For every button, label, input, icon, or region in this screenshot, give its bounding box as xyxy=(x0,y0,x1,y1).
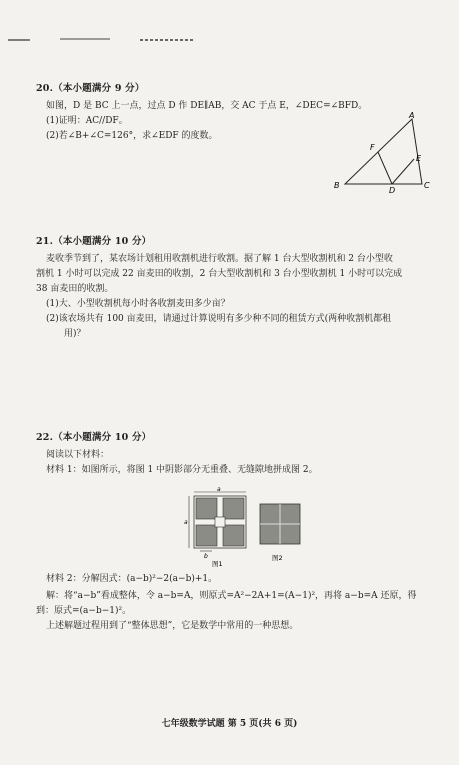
q20-stem: 如图，D 是 BC 上一点，过点 D 作 DE∥AB，交 AC 于点 E，∠DEC=∠BFD。 xyxy=(46,101,368,111)
q20-part1: (1)证明：AC//DF。 xyxy=(46,116,128,126)
segment-fd xyxy=(378,152,392,184)
segment-de xyxy=(392,159,414,184)
label-c: C xyxy=(424,181,430,190)
figure-2 xyxy=(260,504,300,562)
q20-triangle-figure xyxy=(330,112,432,194)
question-22 xyxy=(36,429,436,478)
label-b: B xyxy=(334,181,340,190)
q21-part2a: (2)该农场共有 100 亩麦田，请通过计算说明有多少种不同的租赁方式(两种收割机都租 xyxy=(46,314,392,324)
fig1-label-b: b xyxy=(204,553,208,560)
label-d: D xyxy=(389,186,396,195)
label-f: F xyxy=(370,143,375,152)
q21-line-2: 割机 1 小时可以完成 22 亩麦田的收割，2 台大型收割机和 3 台小型收割机 1 小时可以完成 xyxy=(36,269,403,279)
fig1-label-a-top: a xyxy=(217,486,221,493)
q22-figures xyxy=(186,488,306,568)
label-e: E xyxy=(416,154,422,163)
question-21 xyxy=(36,233,436,342)
q22-solution-1: 解：将“a−b”看成整体，令 a−b=A，则原式=A²−2A+1=(A−1)²，再将 a−b=A 还原，得 xyxy=(46,591,417,601)
label-a: A xyxy=(409,111,415,120)
q22-summary: 上述解题过程用到了“整体思想”，它是数学中常用的一种思想。 xyxy=(46,621,299,631)
q22-material2: 材料 2：分解因式：(a−b)²−2(a−b)+1。 xyxy=(46,574,218,584)
q20-part2: (2)若∠B+∠C=126°，求∠EDF 的度数。 xyxy=(46,131,218,141)
fig2-caption: 图2 xyxy=(272,554,283,562)
triangle-abc xyxy=(345,119,422,184)
q22-title: 22.（本小题满分 10 分） xyxy=(36,432,152,443)
figure-1 xyxy=(184,486,246,568)
fig1-caption: 图1 xyxy=(212,560,223,568)
q21-line-1: 麦收季节到了，某农场计划租用收割机进行收割。据了解 1 台大型收割机和 2 台小型收 xyxy=(46,254,393,264)
q20-title: 20.（本小题满分 9 分） xyxy=(36,83,145,94)
q22-solution-2: 到：原式=(a−b−1)²。 xyxy=(36,606,132,616)
q21-title: 21.（本小题满分 10 分） xyxy=(36,236,152,247)
question-22-cont xyxy=(36,572,436,634)
page-footer: 七年级数学试题 第 5 页(共 6 页) xyxy=(161,719,298,729)
q21-part2b: 用)？ xyxy=(64,329,86,339)
top-edge-marks xyxy=(0,36,200,46)
fig1-label-a-left: a xyxy=(184,519,188,526)
q21-line-3: 38 亩麦田的收割。 xyxy=(36,284,114,294)
q22-material1: 材料 1：如图所示，将图 1 中阴影部分无重叠、无缝隙地拼成图 2。 xyxy=(46,465,318,475)
q21-part1: (1)大、小型收割机每小时各收割麦田多少亩？ xyxy=(46,299,230,309)
q22-intro: 阅读以下材料： xyxy=(46,450,110,460)
